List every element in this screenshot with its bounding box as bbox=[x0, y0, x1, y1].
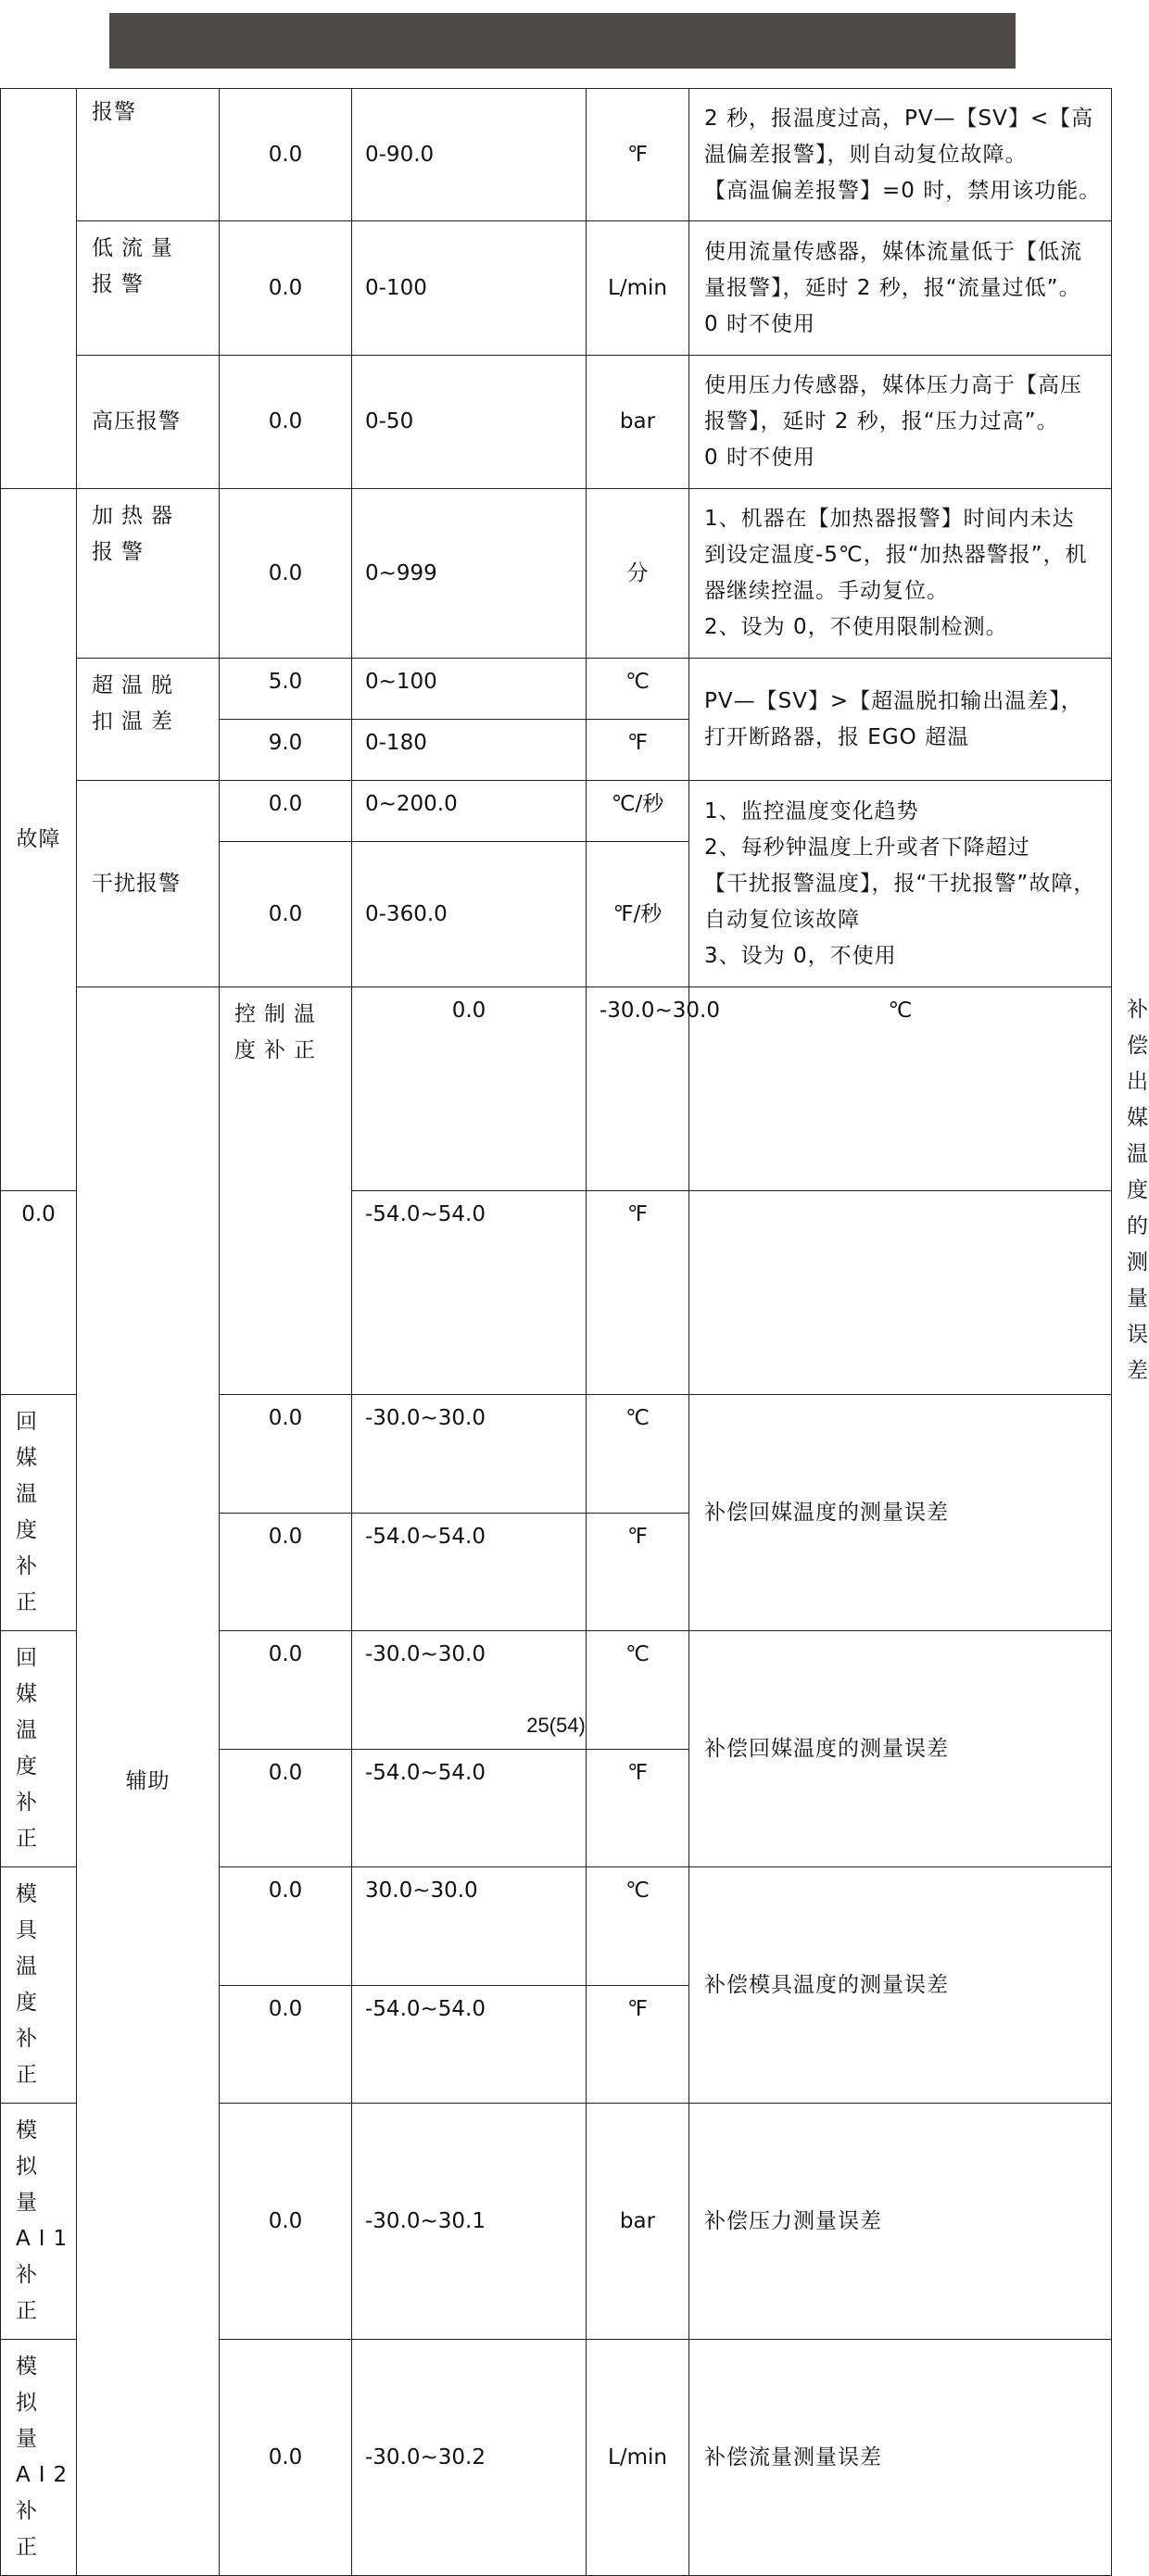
default-value: 0.0 bbox=[220, 1631, 352, 1750]
param-name: 回媒温度补正 bbox=[1, 1395, 77, 1631]
default-value: 0.0 bbox=[220, 1513, 352, 1631]
default-value: 0.0 bbox=[220, 781, 352, 842]
default-value: 0.0 bbox=[220, 1867, 352, 1986]
description-line: 0 时不使用 bbox=[704, 446, 815, 470]
default-value: 9.0 bbox=[220, 720, 352, 781]
description bbox=[689, 489, 1112, 659]
category-cell: 故障 bbox=[1, 489, 77, 1191]
description-line: 补偿模具温度的测量误差 bbox=[704, 1972, 949, 1997]
header-bar bbox=[109, 13, 1016, 69]
range-value: -30.0~30.0 bbox=[352, 1631, 587, 1750]
range-value: -54.0~54.0 bbox=[352, 1513, 587, 1631]
unit-value: ℃ bbox=[587, 659, 689, 720]
unit-value: ℃ bbox=[587, 1395, 689, 1514]
default-value: 0.0 bbox=[220, 2340, 352, 2576]
unit-value: ℉ bbox=[587, 1985, 689, 2104]
param-name: 超温脱扣温差 bbox=[77, 659, 220, 781]
unit-value: ℃ bbox=[689, 987, 1112, 1191]
range-value: 30.0~30.0 bbox=[352, 1867, 587, 1986]
description-line: 使用流量传感器，媒体流量低于【低流 bbox=[704, 239, 1082, 264]
range-value: 0-100 bbox=[352, 221, 587, 356]
description bbox=[689, 659, 1112, 781]
param-name: 模拟量 AI1 补正 bbox=[1, 2104, 77, 2340]
param-name: 模具温度补正 bbox=[1, 1867, 77, 2104]
description-line: 2、每秒钟温度上升或者下降超过 bbox=[704, 835, 1030, 860]
default-value: 5.0 bbox=[220, 659, 352, 720]
range-value: -30.0~30.0 bbox=[352, 1395, 587, 1514]
description-line: 量报警】，延时 2 秒，报“流量过低”。 bbox=[704, 275, 1081, 300]
description-line: 使用压力传感器，媒体压力高于【高压 bbox=[704, 373, 1082, 397]
unit-value: ℉ bbox=[587, 89, 689, 221]
default-value: 0.0 bbox=[220, 1395, 352, 1514]
range-value: 0~999 bbox=[352, 489, 587, 659]
range-value: -30.0~30.0 bbox=[587, 987, 689, 1191]
unit-value: L/min bbox=[587, 2340, 689, 2576]
description-line: 2、设为 0，不使用限制检测。 bbox=[704, 615, 1008, 639]
default-value: 0.0 bbox=[220, 221, 352, 356]
default-value: 0.0 bbox=[1, 1191, 77, 1395]
unit-value: ℉ bbox=[587, 1749, 689, 1867]
param-name: 控制温度补正 bbox=[220, 987, 352, 1395]
description-line: 补偿回媒温度的测量误差 bbox=[704, 1736, 949, 1761]
description bbox=[689, 89, 1112, 221]
description-line: 打开断路器，报 EGO 超温 bbox=[704, 724, 970, 749]
unit-value: ℃ bbox=[587, 1631, 689, 1750]
default-value: 0.0 bbox=[220, 89, 352, 221]
default-value: 0.0 bbox=[220, 1749, 352, 1867]
parameter-table bbox=[0, 88, 1149, 2576]
description-line: 报警】，延时 2 秒，报“压力过高”。 bbox=[704, 409, 1059, 434]
param-name: 高压报警 bbox=[77, 356, 220, 489]
description-line: 温偏差报警】，则自动复位故障。 bbox=[704, 142, 1028, 167]
param-name: 模拟量 AI2 补正 bbox=[1, 2340, 77, 2576]
table-row: 辅助 控制温度补正 0.0 -30.0~30.0 ℃ 补偿出媒温度的测量误差 bbox=[1, 987, 1112, 1191]
description-line: 2 秒，报温度过高，PV—【SV】<【高 bbox=[704, 106, 1094, 131]
description bbox=[689, 781, 1112, 987]
description-line: PV—【SV】>【超温脱扣输出温差】， bbox=[704, 688, 1083, 713]
param-name: 加热器报警 bbox=[77, 489, 220, 659]
unit-value: ℃ bbox=[587, 1867, 689, 1986]
table-row bbox=[1, 659, 1112, 720]
unit-value: ℉ bbox=[587, 1513, 689, 1631]
unit-value: ℃/秒 bbox=[587, 781, 689, 842]
description-line: 【干扰报警温度】，报“干扰报警”故障， bbox=[704, 871, 1096, 896]
page-number: 25(54) bbox=[526, 1714, 586, 1737]
description-line: 【高温偏差报警】=0 时，禁用该功能。 bbox=[704, 178, 1102, 203]
table-row bbox=[1, 221, 1112, 356]
table-row bbox=[1, 489, 1112, 659]
description bbox=[689, 1867, 1112, 2104]
unit-value: bar bbox=[587, 2104, 689, 2340]
description-line: 器继续控温。手动复位。 bbox=[704, 579, 949, 603]
default-value: 0.0 bbox=[220, 489, 352, 659]
param-name: 干扰报警 bbox=[77, 781, 220, 987]
default-value: 0.0 bbox=[220, 842, 352, 987]
description bbox=[689, 2104, 1112, 2340]
unit-value: 分 bbox=[587, 489, 689, 659]
table-row bbox=[1, 89, 1112, 221]
category-cell-continued bbox=[1, 89, 77, 489]
category-cell: 辅助 bbox=[77, 987, 220, 2576]
description-line: 补偿流量测量误差 bbox=[704, 2444, 882, 2469]
range-value: -54.0~54.0 bbox=[352, 1985, 587, 2104]
range-value: 0-180 bbox=[352, 720, 587, 781]
description-line: 3、设为 0，不使用 bbox=[704, 943, 897, 968]
range-value: 0~100 bbox=[352, 659, 587, 720]
description-line: 1、监控温度变化趋势 bbox=[704, 798, 919, 823]
range-value: 0-360.0 bbox=[352, 842, 587, 987]
param-name: 报警 bbox=[77, 89, 220, 221]
description bbox=[689, 1395, 1112, 1631]
range-value: 0-90.0 bbox=[352, 89, 587, 221]
description bbox=[689, 1631, 1112, 1867]
description-line: 0 时不使用 bbox=[704, 311, 815, 336]
param-name: 回媒温度补正 bbox=[1, 1631, 77, 1867]
range-value: -30.0~30.1 bbox=[352, 2104, 587, 2340]
description bbox=[689, 2340, 1112, 2576]
unit-value: bar bbox=[587, 356, 689, 489]
description bbox=[689, 221, 1112, 356]
description-line: 到设定温度-5℃，报“加热器警报”，机 bbox=[704, 543, 1088, 567]
default-value: 0.0 bbox=[220, 356, 352, 489]
unit-value: ℉/秒 bbox=[587, 842, 689, 987]
description-line: 1、机器在【加热器报警】时间内未达 bbox=[704, 507, 1075, 531]
unit-value: ℉ bbox=[587, 1191, 689, 1395]
default-value: 0.0 bbox=[220, 2104, 352, 2340]
description-line: 补偿压力测量误差 bbox=[704, 2208, 882, 2233]
unit-value: ℉ bbox=[587, 720, 689, 781]
unit-value: L/min bbox=[587, 221, 689, 356]
default-value: 0.0 bbox=[220, 1985, 352, 2104]
default-value: 0.0 bbox=[352, 987, 587, 1191]
description bbox=[689, 356, 1112, 489]
range-value: -30.0~30.2 bbox=[352, 2340, 587, 2576]
range-value: -54.0~54.0 bbox=[352, 1191, 587, 1395]
range-value: 0~200.0 bbox=[352, 781, 587, 842]
range-value: 0-50 bbox=[352, 356, 587, 489]
table-row bbox=[1, 356, 1112, 489]
param-name: 低流量报警 bbox=[77, 221, 220, 356]
table-row bbox=[1, 781, 1112, 842]
description-line: 补偿回媒温度的测量误差 bbox=[704, 1500, 949, 1525]
description-line: 自动复位该故障 bbox=[704, 907, 860, 932]
range-value: -54.0~54.0 bbox=[352, 1749, 587, 1867]
